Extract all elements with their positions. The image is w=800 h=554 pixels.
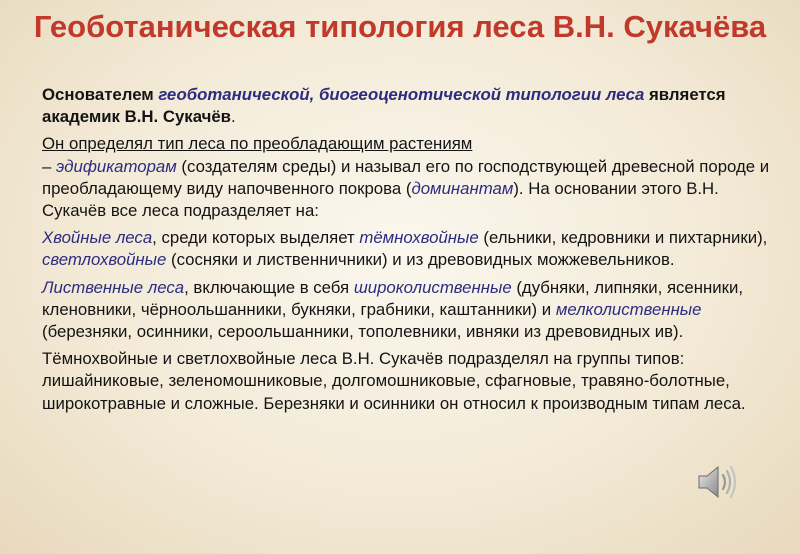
coniferous-text-b: , среди которых выделяет: [152, 228, 360, 248]
coniferous-text-c: тёмнохвойные: [359, 228, 479, 248]
deciduous-text-c: широколиственные: [353, 277, 512, 297]
definition-text-d: (создателям среды) и называл его по господствующей древесной породе и преобладающему виду напочвенного покрова (: [42, 156, 770, 198]
paragraph-coniferous: [42, 227, 780, 271]
definition-text-e: доминантам: [411, 178, 514, 198]
founder-text-a: Основателем: [42, 85, 159, 104]
definition-text-b: –: [42, 156, 56, 176]
deciduous-text-b: , включающие в себя: [184, 277, 354, 297]
deciduous-text-a: Лиственные леса: [42, 277, 185, 297]
paragraph-groups: Тёмнохвойные и светлохвойные леса В.Н. Сукачёв подразделял на группы типов: лишайниковые, зеленомошниковые, долгомошниковые, сфагновые, травяно-болотные, широкотравные и сложные. Березняки и осинники он относил к производным типам леса.: [42, 349, 746, 413]
speaker-icon[interactable]: [696, 462, 738, 502]
founder-text-d: .: [231, 107, 236, 127]
founder-text-c: является академик В.Н. Сукачёв: [42, 85, 726, 127]
coniferous-text-e: светлохвойные: [42, 250, 167, 270]
definition-text-f: ). На основании этого В.Н. Сукачёв все леса подразделяет на:: [42, 178, 719, 221]
paragraph-founder: [42, 84, 780, 128]
slide-body: [42, 84, 780, 420]
paragraph-deciduous: [42, 277, 780, 344]
founder-text-b: геоботанической, биогеоценотической типологии леса: [158, 85, 645, 104]
definition-text-c: эдификаторам: [56, 156, 177, 176]
paragraph-definition: [42, 133, 780, 222]
coniferous-text-a: Хвойные леса: [42, 228, 153, 248]
slide-title: Геоботаническая типология леса В.Н. Сукачёва: [33, 9, 767, 44]
coniferous-text-d: (ельники, кедровники и пихтарники),: [478, 228, 768, 248]
definition-text-a: Он определял тип леса по преобладающим растениям: [42, 134, 473, 154]
deciduous-text-d: (дубняки, липняки, ясенники, кленовники, чёрноольшанники, букняки, грабники, каштанники) и: [42, 277, 744, 319]
deciduous-text-f: (березняки, осинники, сероольшанники, тополевники, ивняки из древовидных ив).: [42, 322, 684, 342]
deciduous-text-e: мелколиственные: [555, 299, 702, 319]
coniferous-text-f: (сосняки и лиственничники) и из древовидных можжевельников.: [166, 250, 675, 270]
